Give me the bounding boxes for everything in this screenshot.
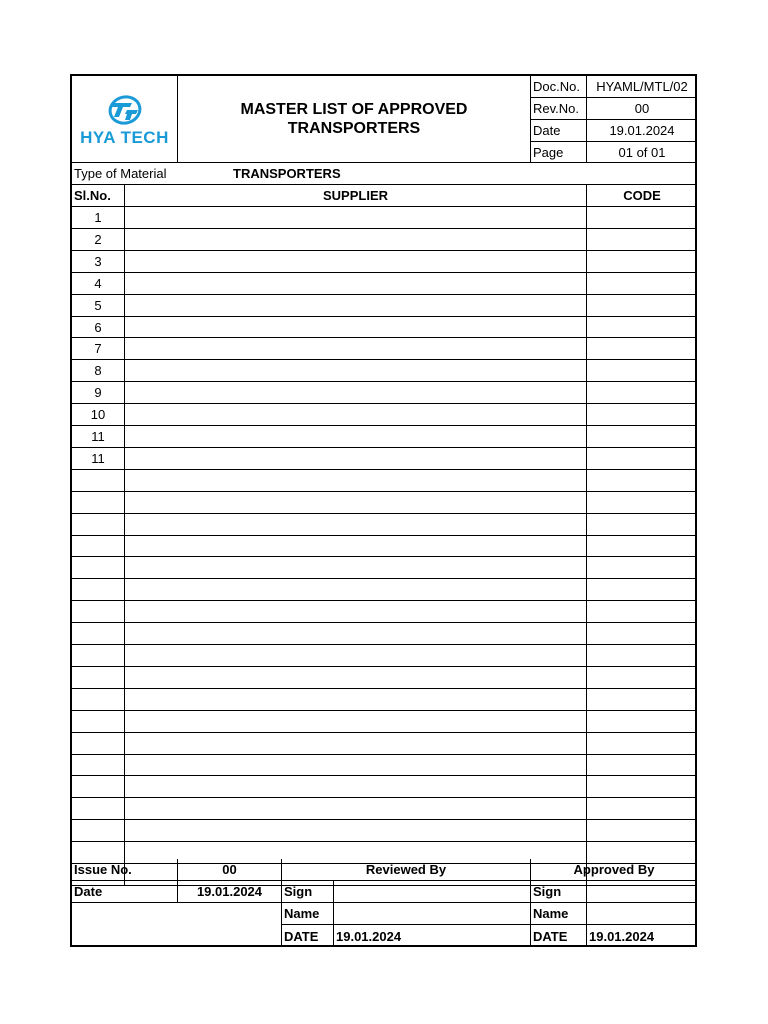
row-code [587,536,697,557]
row-code [587,667,697,689]
row-supplier [125,733,587,755]
row-code [587,601,697,623]
page-label: Page [531,142,587,163]
row-supplier [125,251,587,273]
row-slno [72,470,125,492]
logo-cell [72,76,178,163]
row-slno [72,733,125,755]
row-slno: 5 [72,295,125,317]
row-code [587,557,697,579]
row-slno [72,711,125,733]
row-slno: 1 [72,207,125,229]
row-code [587,360,697,382]
row-supplier [125,404,587,426]
row-slno: 11 [72,448,125,470]
row-slno [72,755,125,776]
document-title [178,76,531,163]
page-value: 01 of 01 [587,142,697,163]
row-slno [72,689,125,711]
row-slno [72,667,125,689]
row-slno: 4 [72,273,125,295]
document-sheet [70,74,697,947]
row-code [587,579,697,601]
row-slno: 11 [72,426,125,448]
row-slno [72,623,125,645]
row-code [587,755,697,776]
reviewed-sign-field [334,881,531,903]
date-value: 19.01.2024 [587,120,697,142]
row-code [587,689,697,711]
row-supplier [125,557,587,579]
row-supplier [125,448,587,470]
row-code [587,229,697,251]
row-supplier [125,755,587,776]
row-slno: 8 [72,360,125,382]
row-supplier [125,776,587,798]
row-supplier [125,514,587,536]
reviewed-date-label: DATE [282,925,334,947]
row-code [587,207,697,229]
row-supplier [125,360,587,382]
reviewed-by-header: Reviewed By [282,859,531,881]
row-slno [72,820,125,842]
footer-blank-cell [72,903,282,947]
col-header-slno: Sl.No. [72,185,125,207]
row-code [587,645,697,667]
rev-no-value: 00 [587,98,697,120]
row-code [587,448,697,470]
row-slno [72,492,125,514]
row-code [587,623,697,645]
row-slno: 2 [72,229,125,251]
row-slno [72,536,125,557]
row-supplier [125,711,587,733]
row-code [587,820,697,842]
approved-date-value: 19.01.2024 [589,928,655,944]
material-label: Type of Material [72,163,231,185]
row-supplier [125,798,587,820]
issue-no-label: Issue No. [72,859,178,881]
row-code [587,733,697,755]
doc-no-label: Doc.No. [531,76,587,98]
row-slno [72,557,125,579]
col-header-supplier: SUPPLIER [125,185,587,207]
reviewed-name-field [334,903,531,925]
row-supplier [125,317,587,338]
row-slno: 6 [72,317,125,338]
row-supplier [125,623,587,645]
row-supplier [125,645,587,667]
approved-name-field [587,903,697,925]
footer-date-label: Date [72,881,178,903]
row-code [587,776,697,798]
row-slno: 7 [72,338,125,360]
row-supplier [125,295,587,317]
row-supplier [125,820,587,842]
material-value: TRANSPORTERS [231,163,697,185]
approved-name-label: Name [531,903,587,925]
row-code [587,338,697,360]
rev-no-label: Rev.No. [531,98,587,120]
logo-text: HYA TECH [80,127,169,147]
row-supplier [125,667,587,689]
title-line-1: MASTER LIST OF APPROVED [240,101,468,118]
row-supplier [125,601,587,623]
row-supplier [125,536,587,557]
row-slno [72,776,125,798]
row-code [587,295,697,317]
row-slno: 9 [72,382,125,404]
row-code [587,470,697,492]
row-supplier [125,426,587,448]
approved-sign-label: Sign [531,881,587,903]
logo-icon [105,93,145,127]
row-code [587,426,697,448]
row-supplier [125,492,587,514]
row-slno [72,645,125,667]
row-supplier [125,579,587,601]
row-code [587,798,697,820]
row-slno: 10 [72,404,125,426]
date-label: Date [531,120,587,142]
row-supplier [125,382,587,404]
row-supplier [125,207,587,229]
row-code [587,273,697,295]
reviewed-sign-label: Sign [282,881,334,903]
title-line-2: TRANSPORTERS [287,120,421,137]
row-code [587,317,697,338]
row-supplier [125,470,587,492]
row-slno [72,579,125,601]
row-supplier [125,689,587,711]
row-code [587,404,697,426]
row-slno [72,601,125,623]
approved-sign-field [587,881,697,903]
row-supplier [125,338,587,360]
footer-date-value: 19.01.2024 [178,881,282,903]
row-code [587,514,697,536]
approved-date-label: DATE [531,925,587,947]
reviewed-date-value: 19.01.2024 [334,925,531,947]
doc-no-value: HYAML/MTL/02 [587,76,697,98]
reviewed-name-label: Name [282,903,334,925]
approved-by-header: Approved By [531,859,697,881]
row-code [587,711,697,733]
issue-no-value: 00 [178,859,282,881]
row-slno [72,514,125,536]
row-code [587,382,697,404]
row-slno: 3 [72,251,125,273]
row-slno [72,798,125,820]
row-supplier [125,273,587,295]
row-code [587,492,697,514]
row-supplier [125,229,587,251]
col-header-code: CODE [587,185,697,207]
row-code [587,251,697,273]
